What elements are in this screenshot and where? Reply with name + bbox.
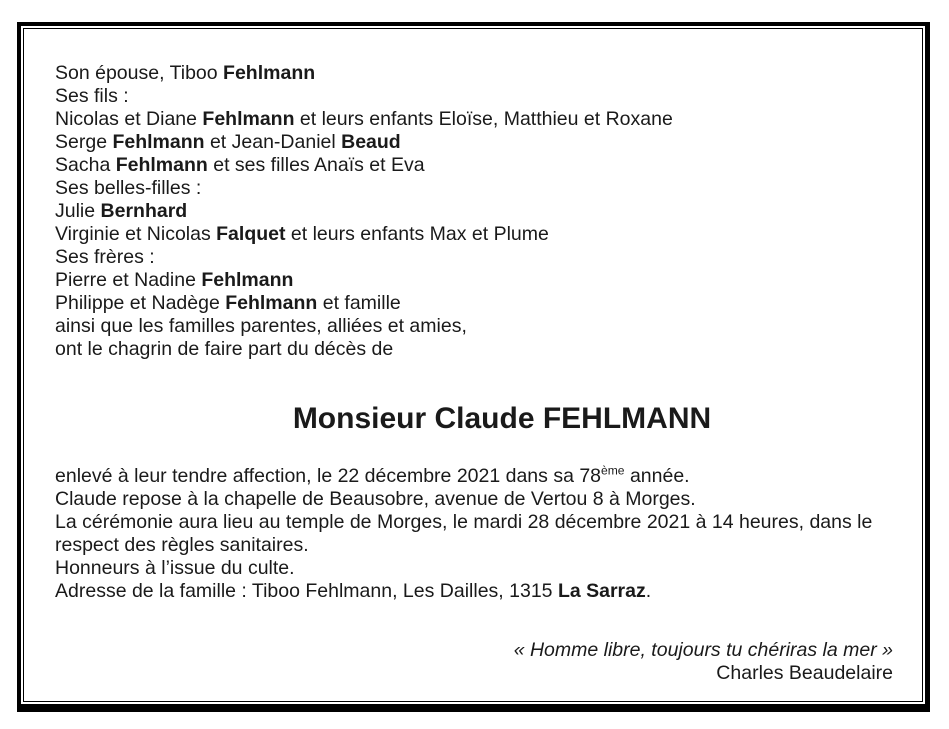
document-frame-inner: [23, 28, 923, 702]
text-line: ont le chagrin de faire part du décès de: [55, 338, 394, 360]
text-line: La cérémonie aura lieu au temple de Morges, le mardi 28 décembre 2021 à 14 heures, dans le: [55, 511, 873, 533]
text-line: respect des règles sanitaires.: [55, 534, 309, 556]
text-line: Adresse de la famille : Tiboo Fehlmann, Les Dailles, 1315 La Sarraz.: [55, 580, 652, 602]
funeral-details-paragraph: [55, 465, 893, 603]
text-line: Julie Bernhard: [55, 200, 188, 222]
text-line: Ses frères :: [55, 246, 155, 268]
text-line: Virginie et Nicolas Falquet et leurs enfants Max et Plume: [55, 223, 549, 245]
deceased-name-title: Monsieur Claude FEHLMANN: [292, 402, 712, 435]
text-line: Philippe et Nadège Fehlmann et famille: [55, 292, 401, 314]
text-line: Ses belles-filles :: [55, 177, 202, 199]
text-line: Serge Fehlmann et Jean-Daniel Beaud: [55, 131, 401, 153]
quote-block: [55, 639, 893, 685]
text-line: Pierre et Nadine Fehlmann: [55, 269, 294, 291]
text-line: Ses fils :: [55, 85, 129, 107]
text-line: Sacha Fehlmann et ses filles Anaïs et Eva: [55, 154, 425, 176]
quote-line: « Homme libre, toujours tu chériras la mer »: [513, 639, 893, 661]
text-line: Nicolas et Diane Fehlmann et leurs enfants Eloïse, Matthieu et Roxane: [55, 108, 673, 130]
text-line: Honneurs à l’issue du culte.: [55, 557, 295, 579]
family-paragraph: [55, 62, 893, 361]
text-line: Son épouse, Tiboo Fehlmann: [55, 62, 316, 84]
text-line: Claude repose à la chapelle de Beausobre, avenue de Vertou 8 à Morges.: [55, 488, 696, 510]
document-frame-outer: [17, 22, 930, 712]
text-line: ainsi que les familles parentes, alliées et amies,: [55, 315, 467, 337]
text-line: enlevé à leur tendre affection, le 22 décembre 2021 dans sa 78ème année.: [55, 463, 690, 487]
quote-author: Charles Beaudelaire: [716, 662, 893, 684]
